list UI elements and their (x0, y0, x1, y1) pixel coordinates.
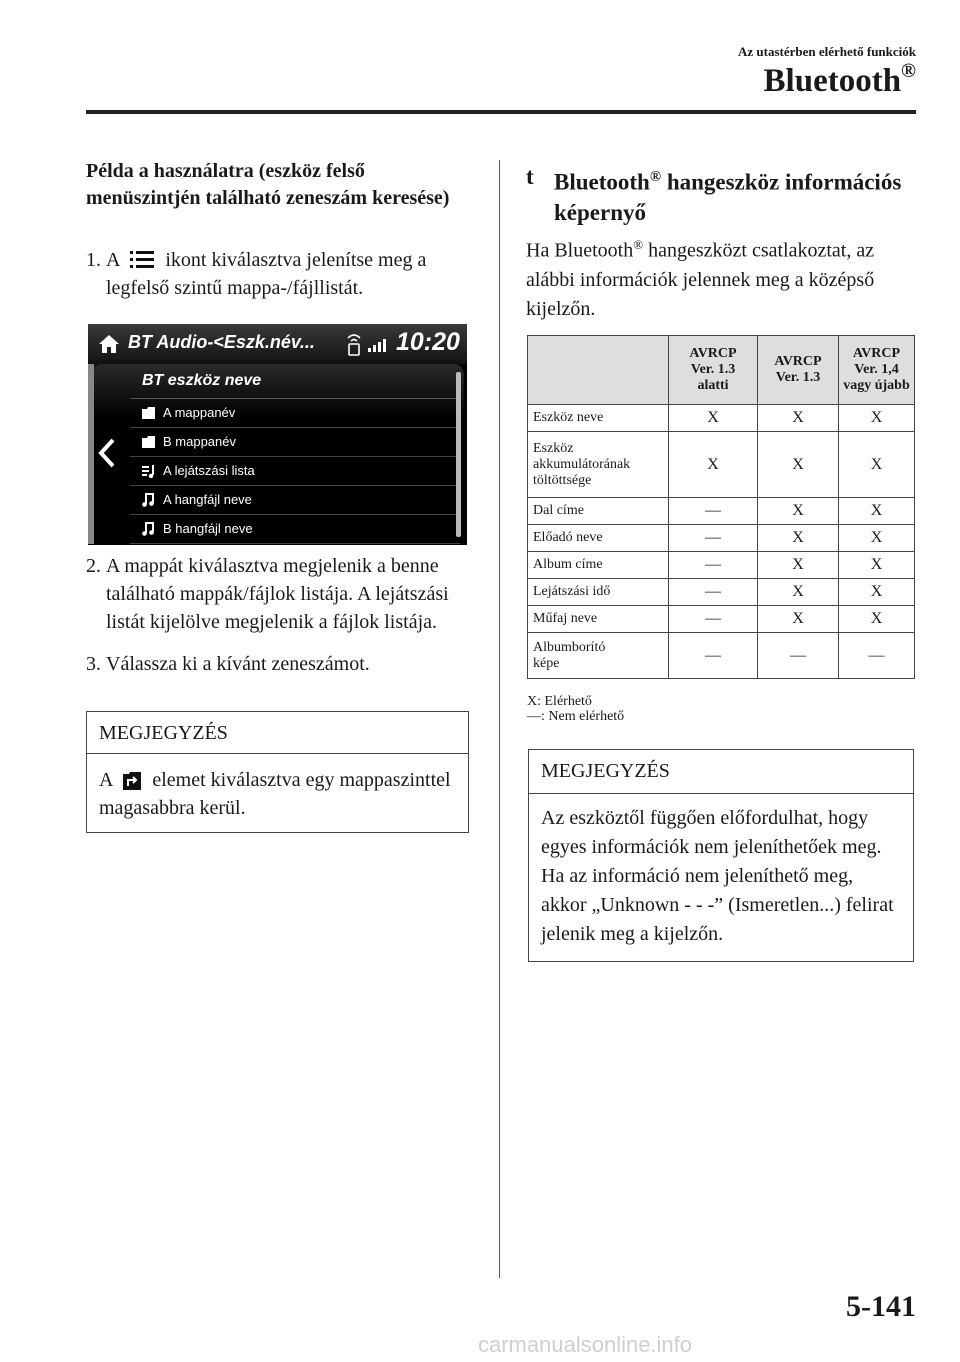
cell: X (839, 525, 915, 552)
header-line: vagy újabb (843, 378, 910, 393)
cell: — (669, 525, 758, 552)
intro-paragraph (526, 230, 911, 324)
row-label: Dal címe (528, 498, 669, 525)
table-row (528, 432, 915, 498)
playlist-icon (142, 465, 155, 478)
row-label: Album címe (528, 552, 669, 579)
list-item-label: B hangfájl neve (163, 521, 253, 536)
cell: X (839, 552, 915, 579)
table-row (528, 405, 915, 432)
page-title-text: Bluetooth (763, 63, 902, 99)
header-line: AVRCP (774, 354, 822, 369)
step-number: 1. (86, 249, 101, 271)
home-icon (98, 334, 120, 354)
section-heading (526, 162, 906, 228)
cell: X (758, 606, 839, 633)
table-header-row (528, 336, 915, 405)
list-icon (130, 250, 154, 270)
cell: X (839, 432, 915, 498)
list-item-label: B mappanév (163, 434, 236, 449)
cell: X (758, 579, 839, 606)
cell: X (839, 606, 915, 633)
note-box-right (528, 749, 914, 962)
cell: — (669, 579, 758, 606)
step-text-part: ikont kiválasztva jelenítse meg a legfelső szintű mappa-/fájllistát. (106, 249, 427, 299)
cell: X (839, 498, 915, 525)
table-row (528, 525, 915, 552)
cell: X (758, 498, 839, 525)
step-1 (86, 246, 476, 302)
header-rule (86, 110, 916, 114)
page-title (764, 60, 916, 100)
heading-part: hangeszköz információs képernyő (554, 169, 902, 225)
step-number: 3. (86, 653, 101, 675)
screen-title: BT Audio-<Eszk.név... (128, 332, 315, 352)
cell: X (839, 579, 915, 606)
table-header-col (669, 336, 758, 405)
example-title: Példa a használatra (eszköz felső menüszintjén található zeneszám keresése) (86, 160, 450, 209)
cell: — (669, 606, 758, 633)
note-heading: MEGJEGYZÉS (87, 712, 468, 754)
screen-clock: 10:20 (396, 328, 460, 356)
list-item-label: A mappanév (163, 405, 236, 420)
cell: X (758, 405, 839, 432)
legend-unavailable: —: Nem elérhető (527, 709, 625, 724)
table-row (528, 579, 915, 606)
screen-title-bar (88, 324, 467, 364)
music-note-icon (142, 522, 155, 536)
row-label: Műfaj neve (528, 606, 669, 633)
header-line: AVRCP (852, 346, 901, 361)
table-row (528, 606, 915, 633)
note-text-part: A (99, 769, 113, 791)
list-item[interactable] (130, 399, 460, 428)
label-line: Albumborító (533, 639, 606, 655)
registered-mark: ® (901, 60, 916, 82)
cell: — (669, 552, 758, 579)
list-item[interactable] (130, 457, 460, 486)
row-label: Lejátszási idő (528, 579, 669, 606)
list-item[interactable] (130, 486, 460, 515)
table-legend (527, 694, 624, 724)
note-box-left (86, 711, 469, 833)
back-chevron-icon[interactable] (98, 438, 116, 468)
row-label (528, 432, 669, 498)
audio-screen-mockup (88, 324, 467, 545)
step-text: A mappát kiválasztva megjelenik a benne található mappák/fájlok listája. A lejátszási listát kijelölve megjelenik a fájlok listája. (106, 555, 449, 633)
screen-scrollbar (456, 372, 461, 537)
cell: X (758, 432, 839, 498)
cell: — (758, 633, 839, 679)
file-list (130, 364, 460, 544)
registered-mark: ® (633, 237, 644, 252)
note-body (87, 754, 468, 832)
folder-icon (142, 436, 155, 448)
note-heading: MEGJEGYZÉS (529, 750, 913, 794)
table-row (528, 498, 915, 525)
cell: — (669, 633, 758, 679)
step-number: 2. (86, 555, 101, 577)
row-label: Eszköz neve (528, 405, 669, 432)
note-text-part: elemet kiválasztva egy mappaszinttel magasabbra kerül. (99, 769, 451, 819)
cell: X (758, 525, 839, 552)
list-item-label: A hangfájl neve (163, 492, 252, 507)
footer-watermark[interactable]: carmanualsonline.info (478, 1332, 693, 1357)
bluetooth-phone-icon (345, 332, 363, 356)
section-header: Az utastérben elérhető funkciók (737, 44, 916, 59)
list-item[interactable] (130, 515, 460, 544)
cell: X (758, 552, 839, 579)
bullet-marker: t (526, 164, 534, 189)
row-label: Előadó neve (528, 525, 669, 552)
row-label (528, 633, 669, 679)
table-header-col (758, 336, 839, 405)
table-row (528, 633, 915, 679)
list-header: BT eszköz neve (130, 364, 460, 399)
registered-mark: ® (649, 169, 662, 185)
section-heading-text (554, 162, 906, 228)
cell: — (839, 633, 915, 679)
cell: X (669, 405, 758, 432)
folder-icon (142, 407, 155, 419)
cell: X (839, 405, 915, 432)
header-line: Ver. 1,4 (854, 362, 899, 377)
para-part: hangeszközt csatlakoztat, az alábbi információk jelennek meg a középső kijelzőn. (526, 239, 875, 320)
table-header-empty (528, 336, 669, 405)
table-header-col (839, 336, 915, 405)
music-note-icon (142, 493, 155, 507)
info-table (527, 335, 915, 679)
header-line: AVRCP (689, 346, 737, 361)
header-line: Ver. 1.3 (775, 370, 821, 385)
legend-available: X: Elérhető (527, 694, 592, 709)
step-text (106, 246, 476, 302)
step-3 (86, 650, 478, 678)
heading-part: Bluetooth (554, 169, 650, 195)
para-part: Ha Bluetooth (526, 239, 634, 262)
label-line: Eszköz (533, 440, 574, 456)
list-item[interactable] (130, 428, 460, 457)
cell: — (669, 498, 758, 525)
page-number: 5-141 (846, 1290, 916, 1323)
column-divider (499, 160, 500, 1278)
header-line: alatti (697, 378, 729, 393)
table-row (528, 552, 915, 579)
label-line: akkumulátorának (533, 456, 631, 472)
step-text: Válassza ki a kívánt zeneszámot. (106, 653, 370, 675)
cell: X (669, 432, 758, 498)
label-line: töltöttsége (533, 472, 592, 488)
header-line: Ver. 1.3 (690, 362, 736, 377)
note-body: Az eszköztől függően előfordulhat, hogy egyes információk nem jeleníthetőek meg. Ha az információ nem jeleníthető meg, akkor „Unknown - - -” (Ismeretlen...) felirat jelenik meg a kijelzőn. (541, 807, 894, 945)
step-2 (86, 552, 478, 636)
step-text-part: A (106, 249, 120, 271)
screen-left-edge (88, 364, 94, 544)
label-line: képe (533, 655, 560, 671)
folder-up-icon (123, 770, 141, 790)
signal-strength-icon (368, 338, 390, 352)
list-item-label: A lejátszási lista (163, 463, 255, 478)
